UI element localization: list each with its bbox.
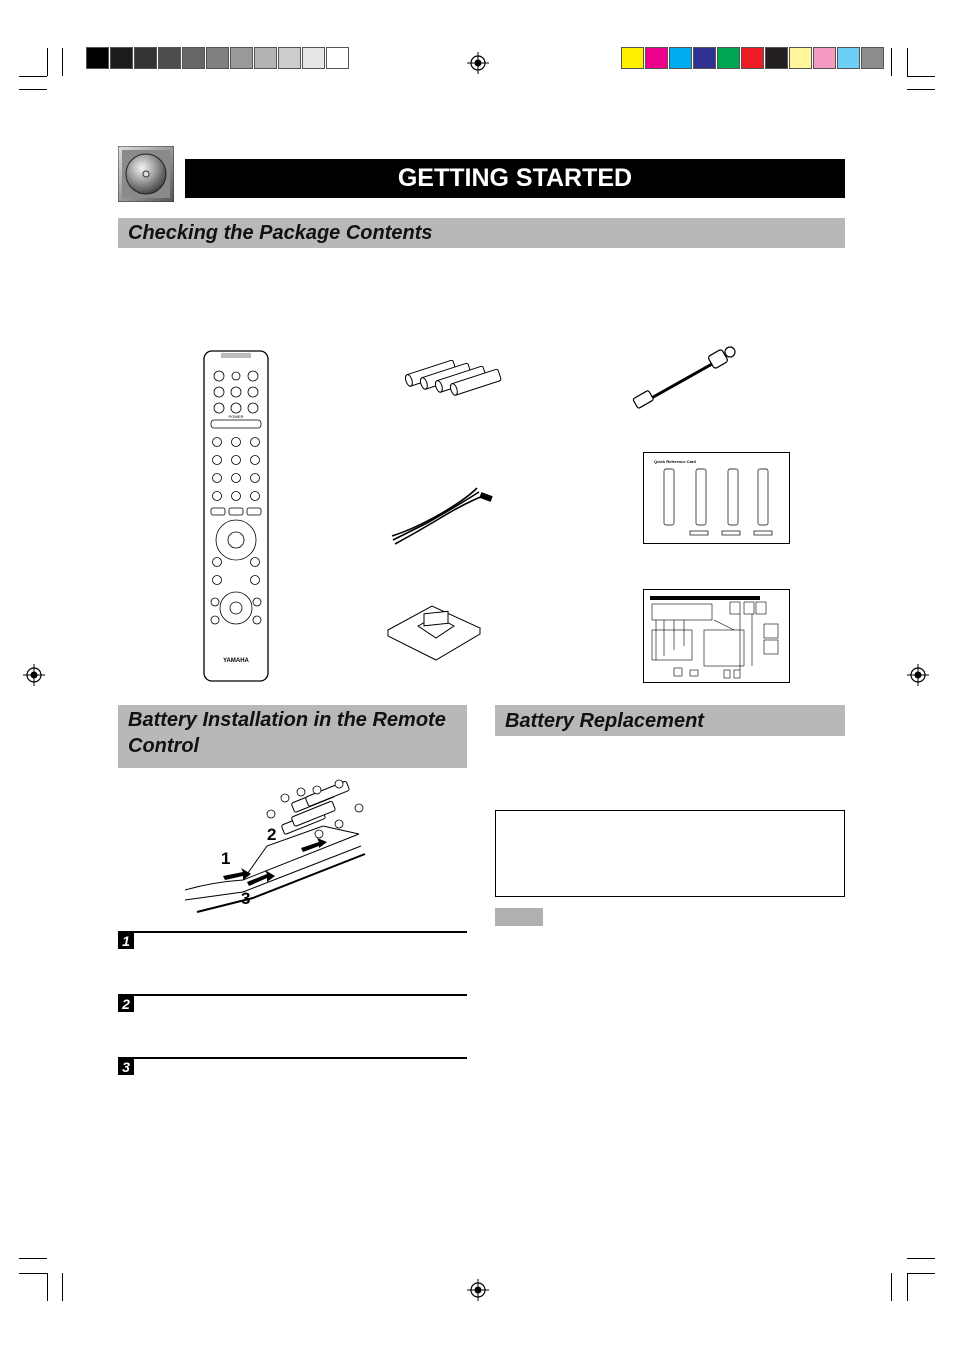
gray-swatch	[182, 47, 205, 69]
registration-mark-top	[467, 52, 489, 74]
color-calibration-bar	[621, 47, 885, 69]
quick-reference-card-image	[643, 452, 790, 544]
grayscale-calibration-bar	[86, 47, 350, 69]
section-heading-battery-replacement: Battery Replacement	[495, 705, 845, 736]
step-2-rule	[118, 994, 467, 996]
step-1-rule	[118, 931, 467, 933]
step-3-number: 3	[118, 1059, 134, 1075]
color-swatch	[789, 47, 812, 69]
page-title: GETTING STARTED	[185, 159, 845, 198]
step-2-number: 2	[118, 996, 134, 1012]
color-swatch	[861, 47, 884, 69]
section-heading-battery-installation: Battery Installation in the Remote Control	[118, 705, 467, 768]
step-3-rule	[118, 1057, 467, 1059]
color-swatch	[813, 47, 836, 69]
note-tag	[495, 908, 543, 926]
batteries-image	[405, 355, 511, 403]
registration-mark-left	[23, 664, 45, 686]
remote-power-label: POWER	[228, 414, 244, 419]
color-swatch	[621, 47, 644, 69]
gray-swatch	[254, 47, 277, 69]
gray-swatch	[206, 47, 229, 69]
color-swatch	[669, 47, 692, 69]
remote-control-image	[203, 350, 269, 682]
gray-swatch	[302, 47, 325, 69]
gray-swatch	[110, 47, 133, 69]
gray-swatch	[134, 47, 157, 69]
am-loop-antenna-image	[384, 596, 486, 662]
gray-swatch	[86, 47, 109, 69]
color-swatch	[693, 47, 716, 69]
color-swatch	[837, 47, 860, 69]
connection-diagram-sheet-image	[643, 589, 790, 683]
remote-brand-logo: YAMAHA	[223, 658, 249, 664]
video-cable-image	[632, 344, 740, 414]
gray-swatch	[230, 47, 253, 69]
quick-ref-card-title: Quick Reference Card	[654, 459, 696, 464]
color-swatch	[765, 47, 788, 69]
disc-icon	[118, 146, 174, 202]
fm-antenna-image	[387, 478, 499, 548]
notice-box	[495, 810, 845, 897]
diagram-label-step-1: 1	[221, 849, 231, 868]
color-swatch	[717, 47, 740, 69]
diagram-label-step-3: 3	[241, 889, 251, 908]
battery-installation-diagram	[183, 772, 369, 917]
color-swatch	[645, 47, 668, 69]
section-heading-package-contents: Checking the Package Contents	[118, 218, 845, 248]
registration-mark-bottom	[467, 1279, 489, 1301]
diagram-label-step-2: 2	[267, 825, 277, 844]
step-1-number: 1	[118, 933, 134, 949]
gray-swatch	[158, 47, 181, 69]
gray-swatch	[326, 47, 349, 69]
color-swatch	[741, 47, 764, 69]
registration-mark-right	[907, 664, 929, 686]
gray-swatch	[278, 47, 301, 69]
